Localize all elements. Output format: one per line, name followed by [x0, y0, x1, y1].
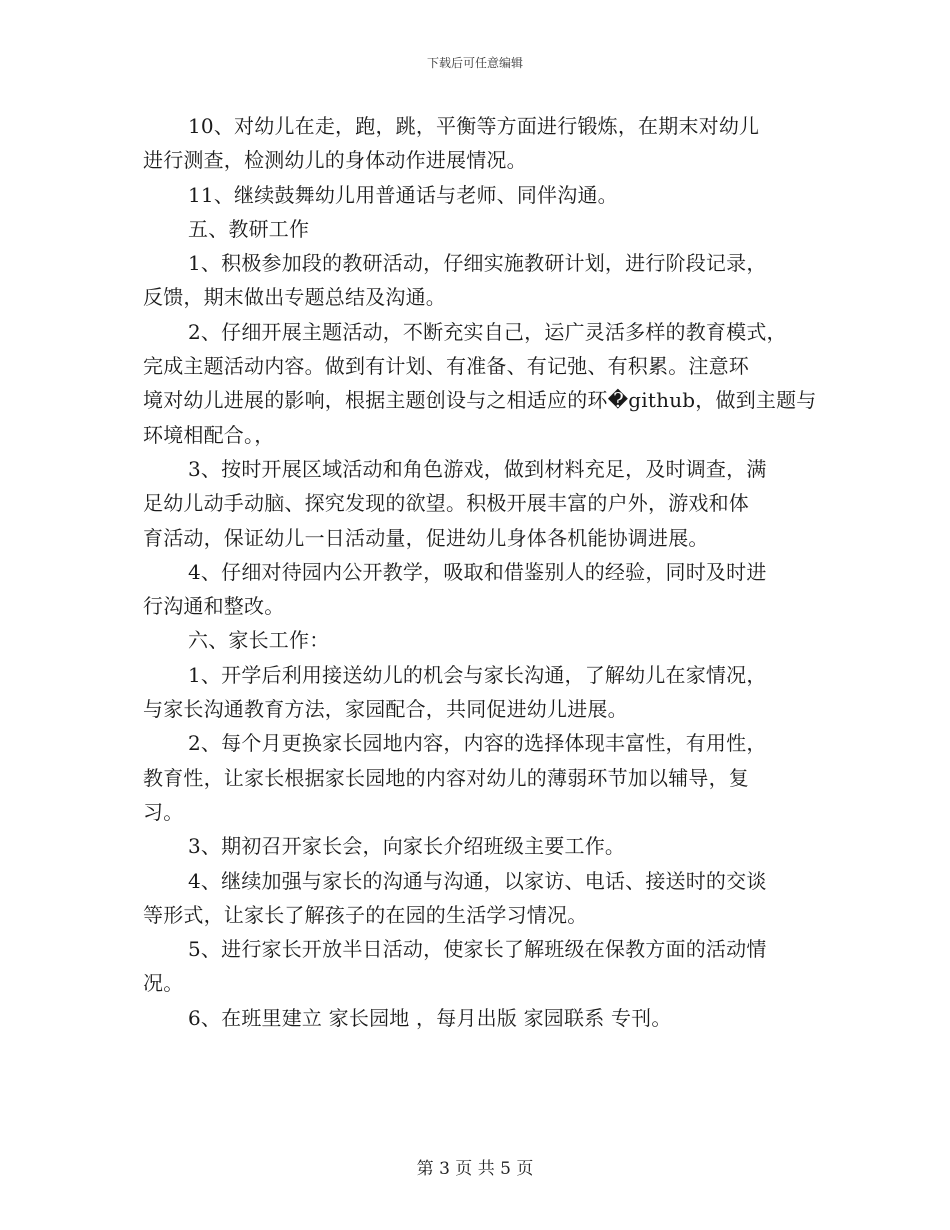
text-line: 习。 — [143, 799, 184, 824]
text-line: 行沟通和整改。 — [143, 594, 285, 619]
text-line: 完成主题活动内容。做到有计划、有准备、有记弛、有积累。注意环 — [143, 354, 749, 379]
text-line: 4、仔细对待园内公开教学，吸取和借鉴别人的经验，同时及时进 — [188, 559, 767, 584]
text-line: 1、积极参加段的教研活动，仔细实施教研计划，进行阶段记录， — [188, 251, 767, 276]
text-line: 育活动，保证幼儿一日活动量，促进幼儿身体各机能协调进展。 — [143, 525, 709, 550]
text-line: 4、继续加强与家长的沟通与沟通，以家访、电话、接送时的交谈 — [188, 868, 767, 893]
text-line: 境对幼儿进展的影响，根据主题创设与之相适应的环�github，做到主题与 — [143, 388, 817, 413]
text-line: 1、开学后利用接送幼儿的机会与家长沟通，了解幼儿在家情况， — [188, 662, 767, 687]
text-line: 反馈，期末做出专题总结及沟通。 — [143, 285, 446, 310]
text-line: 等形式，让家长了解孩子的在园的生活学习情况。 — [143, 902, 588, 927]
text-line: 与家长沟通教育方法，家园配合，共同促进幼儿进展。 — [143, 697, 628, 722]
text-line: 5、进行家长开放半日活动，使家长了解班级在保教方面的活动情 — [188, 937, 767, 962]
text-line: 足幼儿动手动脑、探究发现的欲望。积极开展丰富的户外，游戏和体 — [143, 491, 749, 516]
text-line: 3、按时开展区域活动和角色游戏，做到材料充足，及时调查，满 — [188, 456, 767, 481]
text-line: 环境相配合。， — [143, 422, 275, 447]
text-line: 2、仔细开展主题活动，不断充实自己，运广灵活多样的教育模式， — [188, 319, 787, 344]
text-line: 2、每个月更换家长园地内容，内容的选择体现丰富性，有用性， — [188, 731, 767, 756]
page-footer: 第 3 页 共 5 页 — [416, 1159, 534, 1179]
text-line: 六、家长工作： — [188, 628, 330, 653]
text-line: 教育性，让家长根据家长园地的内容对幼儿的薄弱环节加以辅导，复 — [143, 765, 749, 790]
text-line: 10、对幼儿在走，跑，跳，平衡等方面进行锻炼，在期末对幼儿 — [188, 114, 760, 138]
text-line: 况。 — [143, 971, 184, 996]
page-header: 下载后可任意编辑 — [426, 56, 523, 70]
text-line: 11、继续鼓舞幼儿用普通话与老师、同伴沟通。 — [188, 182, 618, 207]
document-body — [143, 109, 817, 1035]
text-line: 五、教研工作 — [188, 216, 310, 241]
text-line: 进行测查，检测幼儿的身体动作进展情况。 — [143, 148, 527, 173]
text-line: 3、期初召开家长会，向家长介绍班级主要工作。 — [188, 834, 626, 859]
text-line: 6、在班里建立 家长园地 ，每月出版 家园联系 专刊。 — [188, 1005, 672, 1030]
